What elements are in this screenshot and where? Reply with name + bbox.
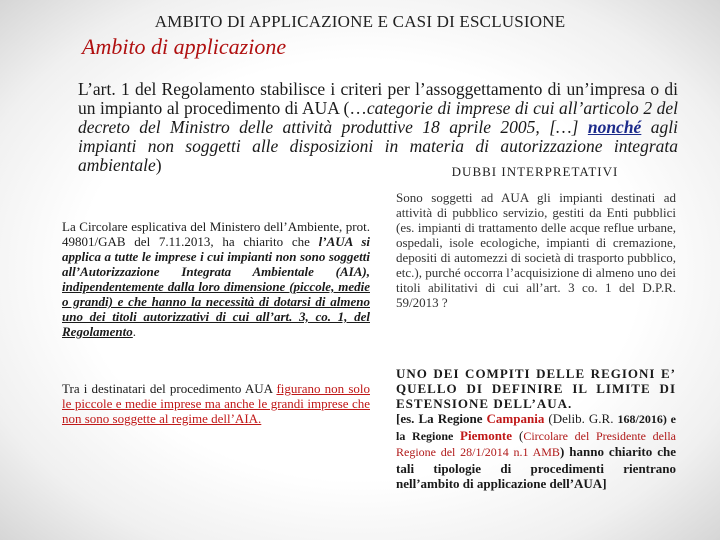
destinatari-paragraph	[62, 381, 370, 426]
destinatari-text: Tra i destinatari del procedimento AUA	[62, 381, 277, 396]
nonche-link[interactable]: nonché	[587, 117, 642, 137]
regioni-examples-paragraph	[396, 411, 676, 492]
slide-title: AMBITO DI APPLICAZIONE E CASI DI ESCLUSIONE	[154, 12, 566, 31]
circolare-text: La Circolare esplicativa del Ministero dell’Ambiente, prot. 49801/GAB del 7.11.2013, ha chiarito che	[62, 219, 370, 249]
circolare-paragraph	[62, 219, 370, 339]
circolare-underlined-text: indipendentemente dalla loro dimensione (piccole, medie o grandi) e che hanno la necessità di dotarsi di almeno uno dei titoli autorizzativi di cui all’art. 3, co. 1, del Regolamento	[62, 279, 370, 339]
intro-paragraph	[78, 80, 678, 175]
delib-number: 168/2016) e la Regione	[396, 412, 676, 443]
circolare-reference: Circolare del Presidente della Regione del 28/1/2014 n.1 AMB	[396, 428, 676, 459]
example-open: [es. La Regione	[396, 411, 487, 426]
dubbi-paragraph: Sono soggetti ad AUA gli impianti destinati ad attività di pubblico servizio, gestiti da Enti pubblici (es. impianti di trattamento delle acque reflue urbane, ospedali, isole ecologiche, impianti di cremazione, depositi di automezzi di società di trasporto pubblico, etc.), purché occorra l’acquisizione di almeno uno dei titoli abilitativi di cui all’art. 3 co. 1 del D.P.R. 59/2013 ?	[396, 190, 676, 310]
intro-close: )	[155, 155, 162, 175]
circolare-bold-text: l’AUA si applica a tutte le imprese i cui impianti non sono soggetti all’Autorizzazione Integrata Ambientale (AIA),	[62, 234, 370, 279]
example-close: ) hanno chiarito che tali tipologie di procedimenti rientrano nell’ambito di applicazione dell’AUA]	[396, 444, 676, 491]
destinatari-highlight: figurano non solo le piccole e medie imprese ma anche le grandi imprese che non sono soggette al regime dell’AIA.	[62, 381, 370, 426]
paren-open: (	[512, 427, 524, 443]
piemonte-label: Piemonte	[460, 427, 513, 443]
section-subtitle: Ambito di applicazione	[82, 34, 287, 59]
circolare-period: .	[132, 324, 137, 339]
dubbi-interpretativi-heading: DUBBI INTERPRETATIVI	[451, 164, 619, 179]
compiti-regioni-heading: UNO DEI COMPITI DELLE REGIONI E’ QUELLO DI DEFINIRE IL LIMITE DI ESTENSIONE DELL’AUA.	[396, 366, 676, 411]
delib-label: (Delib. G.R.	[544, 411, 618, 426]
intro-quote-cont: agli impianti non soggetti alle disposizioni in materia di autorizzazione integrata ambientale	[78, 117, 678, 175]
intro-quote: categorie di imprese di cui all’articolo 2 del decreto del Ministro delle attività produttive 18 aprile 2005, […]	[78, 98, 679, 137]
campania-label: Campania	[486, 411, 545, 426]
intro-text: L’art. 1 del Regolamento stabilisce i criteri per l’assoggettamento di un’impresa o di un impianto al procedimento di AUA (…	[78, 79, 678, 118]
